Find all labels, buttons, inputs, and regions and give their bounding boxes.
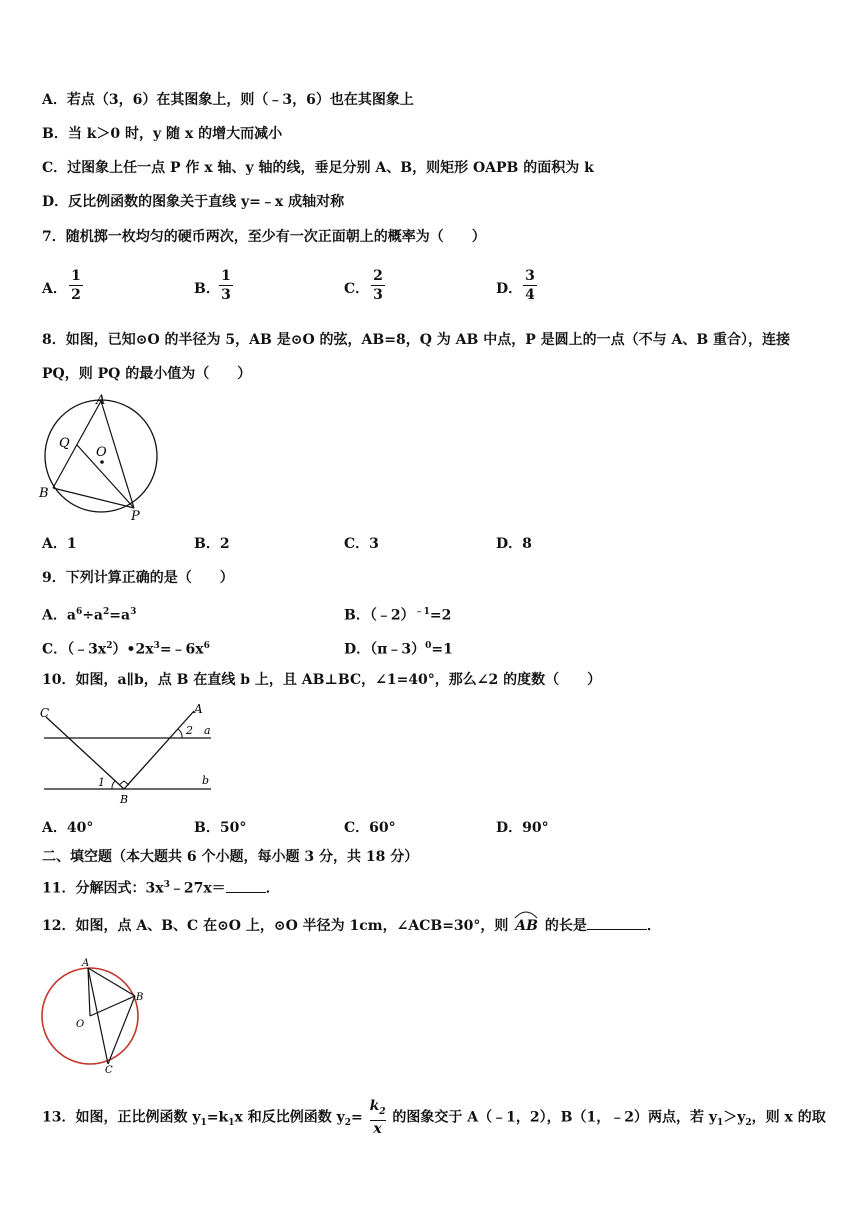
q7-option-c-fraction <box>371 268 385 303</box>
q8-stem-line2: PQ，则 PQ 的最小值为（ ） <box>42 366 252 382</box>
denominator: 4 <box>525 287 535 303</box>
label-1: 1 <box>98 776 105 789</box>
q10-option-c: C．60° <box>344 820 396 836</box>
label-2: 2 <box>186 724 193 737</box>
q10-option-d: D．90° <box>496 820 549 836</box>
q11-stem: 11．分解因式：$3x^3﹣27x=$ ． <box>42 880 280 897</box>
q13-stem: 13．如图，正比例函数 $y_1=k_1x$ 和反比例函数 $y_2=$ $\frac{k_2}{x}$ 的图象交于 A（﹣1，2），B（1，﹣2）两点，若 $y_1>y_2$，则 x 的取 <box>42 1098 826 1137</box>
label-a: A <box>194 702 203 716</box>
q12-stem: 12．如图，点 A、B、C 在⊙O 上，⊙O 半径为 1cm，∠ACB=30°，则 AB 的长是 ． <box>42 916 661 936</box>
segment-bp <box>53 488 134 508</box>
label-o: O <box>76 1019 85 1030</box>
label-line-a: a <box>204 724 211 737</box>
q9-option-b: B．（﹣2）$^{﹣1}$=2 <box>344 607 452 624</box>
label-a: A <box>82 958 90 969</box>
answer-blank[interactable] <box>226 892 266 893</box>
label-b: B <box>120 793 129 806</box>
label-b: B <box>136 992 144 1003</box>
q7-stem: 7．随机掷一枚均匀的硬币两次，至少有一次正面朝上的概率为（ ） <box>42 229 486 245</box>
q8-option-d: D．8 <box>496 536 532 552</box>
label-line-b: b <box>202 774 210 787</box>
angle-2-arc <box>178 729 182 738</box>
q10-option-b: B．50° <box>194 820 247 836</box>
label-a: A <box>96 393 106 408</box>
denominator: 3 <box>221 287 231 303</box>
q7-option-c-label: C． <box>344 281 370 297</box>
q9-option-a: A．$a^6\div a^2=a^3$ <box>42 607 137 624</box>
k2-over-x-fraction: $\frac{k_2}{x}$ <box>369 1098 386 1137</box>
q8-stem-line1: 8．如图，已知⊙O 的半径为 5，AB 是⊙O 的弦，AB=8，Q 为 AB 中点，P 是圆上的一点（不与 A、B 重合），连接 <box>42 332 791 348</box>
label-c: C <box>40 706 50 720</box>
q12-circle-figure <box>36 954 146 1074</box>
q6-option-b: B．当 k＞0 时，y 随 x 的增大而减小 <box>42 126 283 142</box>
label-q: Q <box>59 436 70 451</box>
q7-option-a-fraction <box>69 268 83 303</box>
right-angle-mark <box>119 781 129 785</box>
q9-option-c: C．$(﹣3x^2)•2x^3=﹣6x^6$ <box>42 641 210 658</box>
q8-option-c: C．3 <box>344 536 379 552</box>
q10-parallel-lines-figure <box>36 700 220 808</box>
q6-option-d: D．反比例函数的图象关于直线 y=﹣x 成轴对称 <box>42 194 345 210</box>
center-point <box>100 460 104 464</box>
q6-option-c: C．过图象上任一点 P 作 x 轴、y 轴的线，垂足分别 A、B，则矩形 OAPB 的面积为 k <box>42 160 594 176</box>
q8-circle-figure <box>36 392 166 524</box>
arc-mark <box>514 909 538 919</box>
q9-stem: 9．下列计算正确的是（ ） <box>42 570 234 586</box>
answer-blank[interactable] <box>587 929 647 930</box>
denominator: 2 <box>71 287 81 303</box>
q9-option-d: D．（π﹣3）$^0$=1 <box>344 641 453 658</box>
label-b: B <box>39 486 49 501</box>
angle-1-arc <box>112 781 115 789</box>
q8-option-b: B．2 <box>194 536 230 552</box>
arc-ab-symbol: AB <box>515 916 538 936</box>
ray-ba <box>124 711 194 789</box>
q7-option-d-fraction <box>523 268 537 303</box>
denominator: 3 <box>373 287 383 303</box>
numerator: 1 <box>71 268 81 284</box>
ray-bc <box>46 717 124 789</box>
q10-option-a: A．40° <box>42 820 94 836</box>
q7-option-b-label: B． <box>194 281 220 297</box>
label-o: O <box>96 445 107 460</box>
q8-option-a: A．1 <box>42 536 77 552</box>
numerator: 2 <box>373 268 383 284</box>
q10-stem: 10．如图，a∥b，点 B 在直线 b 上，且 AB⊥BC，∠1=40°，那么∠2 的度数（ ） <box>42 672 602 688</box>
q6-option-a: A．若点（3，6）在其图象上，则（﹣3，6）也在其图象上 <box>42 92 414 108</box>
numerator: 1 <box>221 268 231 284</box>
section-2-heading: 二、填空题（本大题共 6 个小题，每小题 3 分，共 18 分） <box>42 849 419 865</box>
q7-option-d-label: D． <box>496 281 523 297</box>
q7-option-a-label: A． <box>42 281 67 297</box>
label-c: C <box>105 1065 113 1074</box>
numerator: 3 <box>525 268 535 284</box>
label-p: P <box>131 509 140 524</box>
q7-option-b-fraction <box>219 268 233 303</box>
